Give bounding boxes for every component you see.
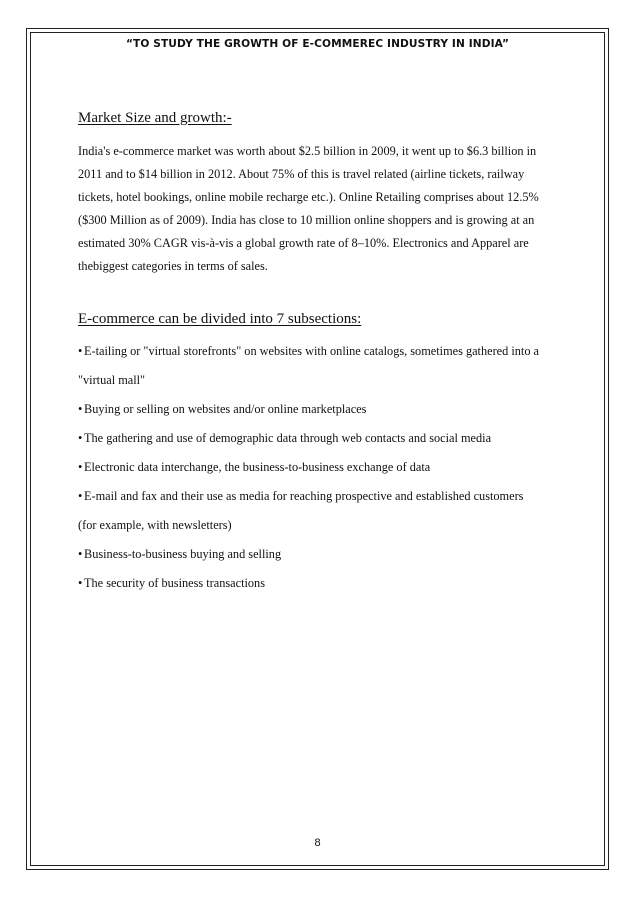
list-item-text: The gathering and use of demographic data through web contacts and social media xyxy=(84,431,492,445)
list-item xyxy=(78,453,578,482)
bullet-icon: • xyxy=(78,576,83,590)
list-item xyxy=(78,482,578,540)
list-item xyxy=(78,395,578,424)
paragraph-line: estimated 30% CAGR vis-à-vis a global growth rate of 8–10%. Electronics and Apparel are xyxy=(78,236,529,250)
bullet-icon: • xyxy=(78,547,83,561)
page-header-title: “TO STUDY THE GROWTH OF E-COMMEREC INDUSTRY IN INDIA” xyxy=(125,38,510,50)
list-item-continuation: "virtual mall" xyxy=(78,373,146,387)
paragraph-line: India's e-commerce market was worth about $2.5 billion in 2009, it went up to $6.3 billion in xyxy=(78,144,537,158)
page-content xyxy=(78,108,578,598)
bullet-icon: • xyxy=(78,431,83,445)
list-item xyxy=(78,424,578,453)
subsections-list xyxy=(78,337,578,598)
list-item xyxy=(78,540,578,569)
subsections-heading: E-commerce can be divided into 7 subsections: xyxy=(78,311,362,327)
list-item-text: Business-to-business buying and selling xyxy=(84,547,282,561)
paragraph-line: 2011 and to $14 billion in 2012. About 75% of this is travel related (airline tickets, railway xyxy=(78,167,525,181)
market-size-heading: Market Size and growth:- xyxy=(78,110,232,126)
bullet-icon: • xyxy=(78,344,83,358)
list-item-text: Buying or selling on websites and/or online marketplaces xyxy=(84,402,367,416)
page-number: 8 xyxy=(314,837,321,849)
list-item-text: Electronic data interchange, the business-to-business exchange of data xyxy=(84,460,431,474)
paragraph-line: thebiggest categories in terms of sales. xyxy=(78,259,268,273)
bullet-icon: • xyxy=(78,402,83,416)
list-item-continuation: (for example, with newsletters) xyxy=(78,518,232,532)
bullet-icon: • xyxy=(78,460,83,474)
list-item xyxy=(78,337,578,395)
paragraph-line: ($300 Million as of 2009). India has close to 10 million online shoppers and is growing at an xyxy=(78,213,535,227)
bullet-icon: • xyxy=(78,489,83,503)
paragraph-line: tickets, hotel bookings, online mobile recharge etc.). Online Retailing comprises about 12.5% xyxy=(78,190,539,204)
market-size-paragraph xyxy=(78,140,578,278)
list-item xyxy=(78,569,578,598)
list-item-text: The security of business transactions xyxy=(84,576,265,590)
list-item-text: E-tailing or "virtual storefronts" on websites with online catalogs, sometimes gathered into a xyxy=(84,344,540,358)
list-item-text: E-mail and fax and their use as media for reaching prospective and established customers xyxy=(84,489,524,503)
